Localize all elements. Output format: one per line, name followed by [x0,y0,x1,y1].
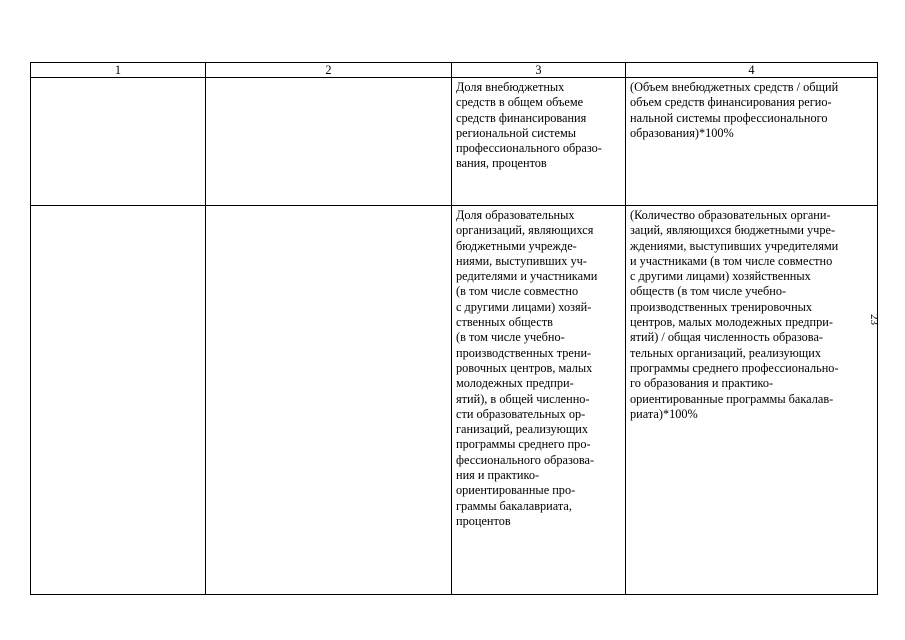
table-cell-indicator [452,78,626,206]
indicator-table [30,62,878,595]
formula-text: (Количество образовательных органи- заций, являющихся бюджетными учре- ждениями, выступивших учредителями и участниками (в том числе совместно с другими лицами) хозяйственных обществ (в том числе учебно- производственных тренировочных центров, малых молодежных предпри- ятий) / общая численность образова- тельных организаций, реализующих программы среднего профессионально- го образования и практико- ориентированные программы бакалав- риата)*100% [630,208,839,421]
table-row [31,206,878,595]
table-cell-col1 [31,78,206,206]
table-header-row [31,63,878,78]
header-cell-1: 1 [31,63,206,78]
table-row [31,78,878,206]
table-cell-col2 [206,206,452,595]
table-cell-formula [626,206,878,595]
table-cell-col1 [31,206,206,595]
formula-text: (Объем внебюджетных средств / общий объем средств финансирования регио- нальной системы профессионального образования)*100% [630,80,839,140]
indicator-text: Доля внебюджетных средств в общем объеме средств финансирования региональной системы профессионального образо- вания, процентов [456,80,602,171]
header-cell-2: 2 [206,63,452,78]
page-number: 23 [868,314,880,325]
header-cell-4: 4 [626,63,878,78]
indicator-text: Доля образовательных организаций, являющихся бюджетными учрежде- ниями, выступивших уч- редителями и участниками (в том числе совместно с другими лицами) хозяй- ственных обществ (в том числе учебно- производственных трени- ровочных центров, малых молодежных предпри- ятий), в общей численно- сти образовательных ор- ганизаций, реализующих программы среднего про- фессионального образова- ния и практико- ориентированные про- граммы бакалавриата, процентов [456,208,598,528]
table-cell-indicator [452,206,626,595]
table-cell-formula [626,78,878,206]
table-cell-col2 [206,78,452,206]
header-cell-3: 3 [452,63,626,78]
